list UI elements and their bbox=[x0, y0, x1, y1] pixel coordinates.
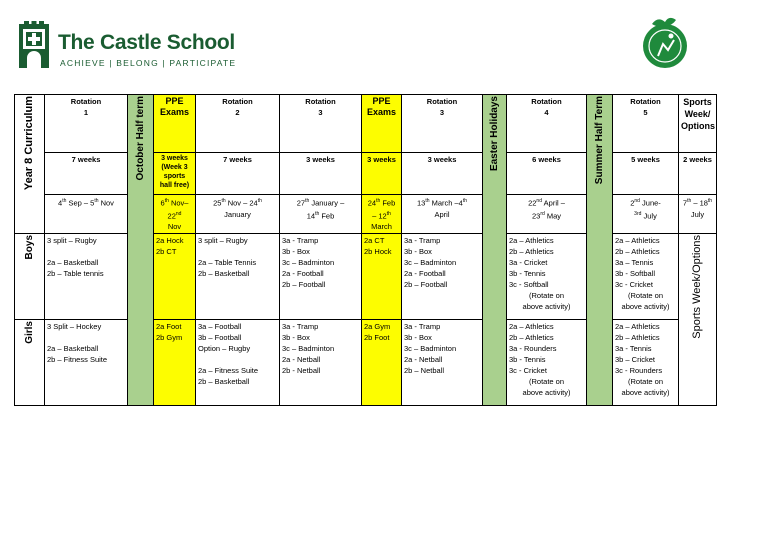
girls-rotation-3a: 3a - Tramp 3b - Box 3c – Badminton 2a - Netball 2b - Netball bbox=[280, 320, 362, 406]
header-rotation-5: Rotation 5 bbox=[613, 95, 679, 153]
boys-rotation-2: 3 split – Rugby 2a – Table Tennis 2b – Basketball bbox=[196, 234, 280, 320]
header-rotation-4: Rotation 4 bbox=[507, 95, 587, 153]
girls-rotation-4: 2a – Athletics 2b – Athletics 3a - Rounders 3b - Tennis 3c - Cricket (Rotate on above activity) bbox=[507, 320, 587, 406]
easter-holidays-column bbox=[483, 95, 507, 406]
weeks-rotation-1: 7 weeks bbox=[45, 153, 128, 195]
sports-week-column bbox=[679, 234, 717, 406]
boys-rotation-3b: 3a - Tramp 3b - Box 3c – Badminton 2a - Football 2b – Football bbox=[402, 234, 483, 320]
header-ppe-1: PPE Exams bbox=[154, 95, 196, 153]
summer-half-term-column bbox=[587, 95, 613, 406]
school-tagline: ACHIEVE | BELONG | PARTICIPATE bbox=[60, 58, 237, 68]
header-sports-week: Sports Week/ Options bbox=[679, 95, 717, 153]
girls-ppe-2: 2a Gym 2b Foot bbox=[362, 320, 402, 406]
year-label-cell bbox=[15, 95, 45, 234]
dates-ppe-2: 24th Feb – 12th March bbox=[362, 195, 402, 234]
dates-rotation-1: 4th Sep – 5th Nov bbox=[45, 195, 128, 234]
boys-label-cell bbox=[15, 234, 45, 320]
weeks-rotation-4: 6 weeks bbox=[507, 153, 587, 195]
header-ppe-2: PPE Exams bbox=[362, 95, 402, 153]
header-rotation-3a: Rotation 3 bbox=[280, 95, 362, 153]
header-rotation-1: Rotation 1 bbox=[45, 95, 128, 153]
girls-rotation-2: 3a – Football 3b – Football Option – Rugby 2a – Fitness Suite 2b – Basketball bbox=[196, 320, 280, 406]
sports-week-label: Sports Week/Options bbox=[691, 235, 703, 339]
girls-ppe-1: 2a Foot 2b Gym bbox=[154, 320, 196, 406]
dates-ppe-1: 6th Nov– 22nd Nov bbox=[154, 195, 196, 234]
girls-label-cell bbox=[15, 320, 45, 406]
weeks-rotation-3a: 3 weeks bbox=[280, 153, 362, 195]
dates-rotation-3a: 27th January – 14th Feb bbox=[280, 195, 362, 234]
boys-ppe-1: 2a Hock 2b CT bbox=[154, 234, 196, 320]
dates-sports: 7th – 18th July bbox=[679, 195, 717, 234]
girls-rotation-1: 3 Split – Hockey 2a – Basketball 2b – Fitness Suite bbox=[45, 320, 128, 406]
girls-label: Girls bbox=[24, 321, 35, 344]
weeks-ppe-1: 3 weeks (Week 3 sports hall free) bbox=[154, 153, 196, 195]
sports-crest-icon bbox=[634, 12, 694, 72]
curriculum-table bbox=[14, 94, 717, 406]
dates-rotation-5: 2nd June- $^{3rd}$ July bbox=[613, 195, 679, 234]
boys-rotation-5: 2a – Athletics 2b – Athletics 3a – Tennis 3b - Softball 3c - Cricket (Rotate on above activity) bbox=[613, 234, 679, 320]
weeks-rotation-5: 5 weeks bbox=[613, 153, 679, 195]
girls-rotation-3b: 3a - Tramp 3b - Box 3c – Badminton 2a - Netball 2b – Netball bbox=[402, 320, 483, 406]
dates-rotation-4: 22nd April – 23rd May bbox=[507, 195, 587, 234]
weeks-ppe-2: 3 weeks bbox=[362, 153, 402, 195]
october-label: October Half term bbox=[135, 96, 146, 181]
boys-label: Boys bbox=[24, 235, 35, 260]
boys-ppe-2: 2a CT 2b Hock bbox=[362, 234, 402, 320]
girls-rotation-5: 2a – Athletics 2b – Athletics 3a - Tennis 3b – Cricket 3c - Rounders (Rotate on above activity) bbox=[613, 320, 679, 406]
boys-rotation-3a: 3a - Tramp 3b - Box 3c – Badminton 2a - Football 2b – Football bbox=[280, 234, 362, 320]
year-label: Year 8 Curriculum bbox=[23, 96, 35, 191]
october-half-term-column bbox=[128, 95, 154, 406]
boys-rotation-1: 3 split – Rugby 2a – Basketball 2b – Table tennis bbox=[45, 234, 128, 320]
header-rotation-3b: Rotation 3 bbox=[402, 95, 483, 153]
boys-rotation-4: 2a – Athletics 2b – Athletics 3a - Cricket 3b - Tennis 3c - Softball (Rotate on above activity) bbox=[507, 234, 587, 320]
easter-label: Easter Holidays bbox=[489, 96, 500, 172]
dates-rotation-2: 25th Nov – 24th January bbox=[196, 195, 280, 234]
summer-label: Summer Half Term bbox=[594, 96, 605, 185]
weeks-sports: 2 weeks bbox=[679, 153, 717, 195]
header-rotation-2: Rotation 2 bbox=[196, 95, 280, 153]
weeks-rotation-3b: 3 weeks bbox=[402, 153, 483, 195]
school-name: The Castle School bbox=[58, 31, 235, 54]
dates-rotation-3b: 13th March –4th April bbox=[402, 195, 483, 234]
weeks-rotation-2: 7 weeks bbox=[196, 153, 280, 195]
castle-icon bbox=[18, 20, 50, 70]
